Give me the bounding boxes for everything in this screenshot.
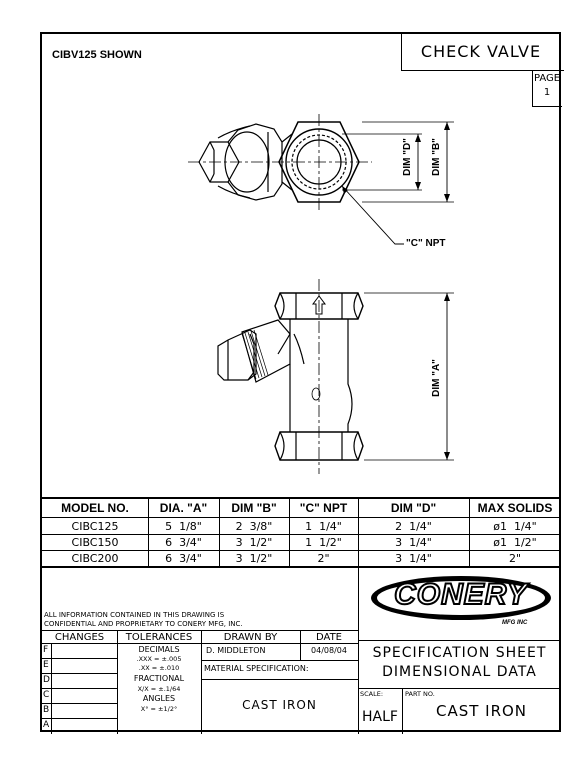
table-cell: 5 1/8" — [165, 519, 202, 533]
table-cell: 3 1/2" — [235, 535, 273, 549]
col-header-npt: "C" NPT — [299, 501, 348, 515]
table-cell: 6 3/4" — [165, 535, 202, 549]
table-cell: CIBC150 — [71, 535, 119, 549]
revision-letter: A — [43, 720, 50, 730]
confidential-notice-line1: ALL INFORMATION CONTAINED IN THIS DRAWING IS — [44, 611, 225, 619]
logo-text: CONERY — [394, 578, 528, 611]
material-value: CAST IRON — [242, 698, 317, 712]
table-cell: CIBC200 — [71, 551, 119, 565]
table-cell: ø1 1/4" — [493, 519, 537, 533]
spec-sheet-line2: DIMENSIONAL DATA — [382, 664, 537, 680]
tolerances-label: TOLERANCES — [125, 632, 193, 643]
drawn-by-label: DRAWN BY — [223, 632, 278, 643]
part-no-label: PART NO. — [405, 690, 435, 698]
scale-label: SCALE: — [360, 690, 384, 698]
tolerance-line: .XXX = ±.005 — [136, 655, 182, 663]
tolerance-line: X/X = ±.1/64 — [137, 685, 181, 693]
dim-a-label: DIM "A" — [431, 359, 442, 397]
dim-d-label: DIM "D" — [402, 138, 413, 176]
drawn-by-value: D. MIDDLETON — [206, 646, 266, 655]
table-cell: 6 3/4" — [165, 551, 202, 565]
spec-sheet-line1: SPECIFICATION SHEET — [372, 645, 547, 661]
table-cell: ø1 1/2" — [493, 535, 537, 549]
conery-logo — [368, 572, 554, 628]
table-cell: 2 3/8" — [235, 519, 273, 533]
tolerance-line: FRACTIONAL — [133, 674, 185, 683]
date-value: 04/08/04 — [311, 646, 347, 655]
scale-value: HALF — [362, 709, 398, 725]
col-header-max-solids: MAX SOLIDS — [477, 501, 553, 515]
tolerance-line: DECIMALS — [138, 645, 180, 654]
table-cell: 1 1/4" — [305, 519, 342, 533]
table-cell: 3 1/4" — [395, 551, 432, 565]
npt-callout: "C" NPT — [406, 238, 446, 249]
drawing-sheet — [40, 32, 561, 732]
revision-letter: B — [43, 705, 50, 715]
table-cell: 2" — [317, 551, 330, 565]
logo-subtext: MFG INC — [502, 620, 528, 626]
table-cell: 3 1/4" — [395, 535, 432, 549]
changes-label: CHANGES — [54, 632, 105, 643]
table-cell: 2" — [508, 551, 522, 565]
table-cell: 2 1/4" — [395, 519, 432, 533]
tolerance-line: ANGLES — [142, 694, 176, 703]
revision-letter: C — [43, 690, 50, 700]
material-label: MATERIAL SPECIFICATION: — [204, 664, 309, 673]
col-header-dia-a: DIA. "A" — [159, 501, 208, 515]
col-header-dim-d: DIM "D" — [390, 501, 437, 515]
tolerance-line: X° = ±1/2° — [140, 705, 178, 713]
table-cell: 3 1/2" — [235, 551, 273, 565]
date-label: DATE — [315, 632, 342, 643]
page-number: 1 — [543, 87, 551, 98]
part-no-value: CAST IRON — [435, 702, 528, 720]
drawing-title: CHECK VALVE — [420, 42, 542, 61]
revision-letter: E — [43, 660, 49, 670]
revision-letter: F — [43, 645, 49, 655]
confidential-notice-line2: CONFIDENTIAL AND PROPRIETARY TO CONERY MFG, INC. — [44, 620, 243, 628]
col-header-dim-b: DIM "B" — [231, 501, 277, 515]
table-cell: CIBC125 — [71, 519, 119, 533]
revision-letter: D — [43, 675, 50, 685]
tolerance-line: .XX = ±.010 — [138, 664, 180, 672]
valve-top-view — [188, 114, 454, 244]
table-cell: 1 1/2" — [305, 535, 342, 549]
valve-drawing — [42, 34, 563, 489]
col-header-model: MODEL NO. — [61, 501, 129, 515]
shown-label: CIBV125 SHOWN — [52, 49, 142, 61]
dim-b-label: DIM "B" — [431, 138, 442, 176]
valve-side-view — [218, 279, 454, 474]
page-label: PAGE — [533, 73, 561, 84]
